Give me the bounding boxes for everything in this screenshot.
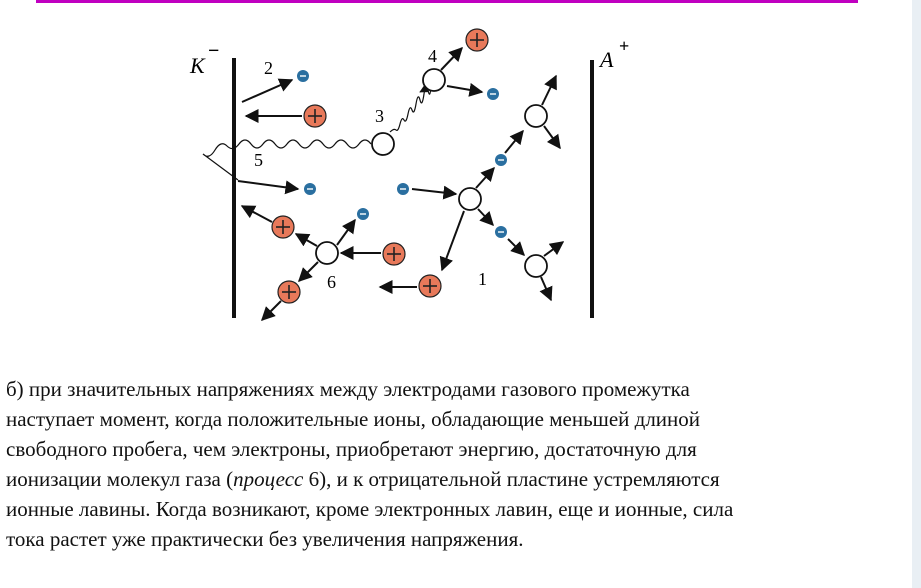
caption-line-4 — [6, 464, 906, 494]
electron — [495, 154, 507, 166]
anode-label: A — [600, 47, 614, 72]
arrow — [476, 168, 494, 188]
arrow — [441, 48, 462, 70]
arrow — [544, 126, 560, 148]
positive-ion — [419, 275, 441, 297]
process-label-6: 6 — [327, 272, 336, 292]
arrow — [262, 301, 281, 320]
neutral-atom — [423, 69, 445, 91]
process-label-2: 2 — [264, 58, 273, 78]
arrow — [299, 262, 318, 281]
neutral-atom — [525, 255, 547, 277]
electron — [397, 183, 409, 195]
electron — [297, 70, 309, 82]
caption-line: ионные лавины. Когда возникают, кроме электронных лавин, еще и ионные, сила — [6, 497, 734, 521]
anode-sign: + — [619, 36, 630, 56]
arrow — [478, 209, 493, 225]
positive-ion — [304, 105, 326, 127]
arrow — [447, 86, 482, 92]
arrow — [505, 131, 523, 153]
process-label-5: 5 — [254, 150, 263, 170]
arrow — [337, 220, 355, 245]
positive-ion — [278, 281, 300, 303]
caption-line: тока растет уже практически без увеличения напряжения. — [6, 527, 524, 551]
caption-line: б) при значительных напряжениях между электродами газового промежутка — [6, 377, 690, 401]
process-label-1: 1 — [478, 269, 487, 289]
cathode-sign: − — [208, 40, 220, 62]
caption-paragraph — [6, 374, 906, 554]
arrow — [238, 181, 298, 189]
arrow — [541, 277, 551, 300]
arrow — [508, 239, 524, 255]
arrow — [442, 211, 464, 270]
electron — [304, 183, 316, 195]
caption-emphasis: процесс — [233, 467, 304, 491]
arrow — [544, 242, 563, 256]
arrow — [242, 80, 292, 102]
electron — [495, 226, 507, 238]
caption-line: наступает момент, когда положительные ионы, обладающие меньшей длиной — [6, 407, 701, 431]
positive-ion — [383, 243, 405, 265]
caption-text: 6), и к отрицательной пластине устремляются — [303, 467, 720, 491]
arrow — [412, 189, 456, 194]
process-label-3: 3 — [375, 106, 384, 126]
caption-line: свободного пробега, чем электроны, приобретают энергию, достаточную для — [6, 437, 697, 461]
cathode-label: K — [190, 53, 205, 78]
photon-wave — [390, 86, 431, 132]
arrow — [296, 234, 317, 246]
caption-text: ионизации молекул газа ( — [6, 467, 234, 491]
arrow — [542, 76, 556, 105]
neutral-atom — [459, 188, 481, 210]
electron — [357, 208, 369, 220]
electron — [487, 88, 499, 100]
arrow — [242, 206, 272, 222]
photon-wave — [203, 140, 371, 180]
neutral-atom — [316, 242, 338, 264]
neutral-atom — [525, 105, 547, 127]
process-label-4: 4 — [428, 46, 437, 66]
positive-ion — [272, 216, 294, 238]
neutral-atom — [372, 133, 394, 155]
positive-ion — [466, 29, 488, 51]
